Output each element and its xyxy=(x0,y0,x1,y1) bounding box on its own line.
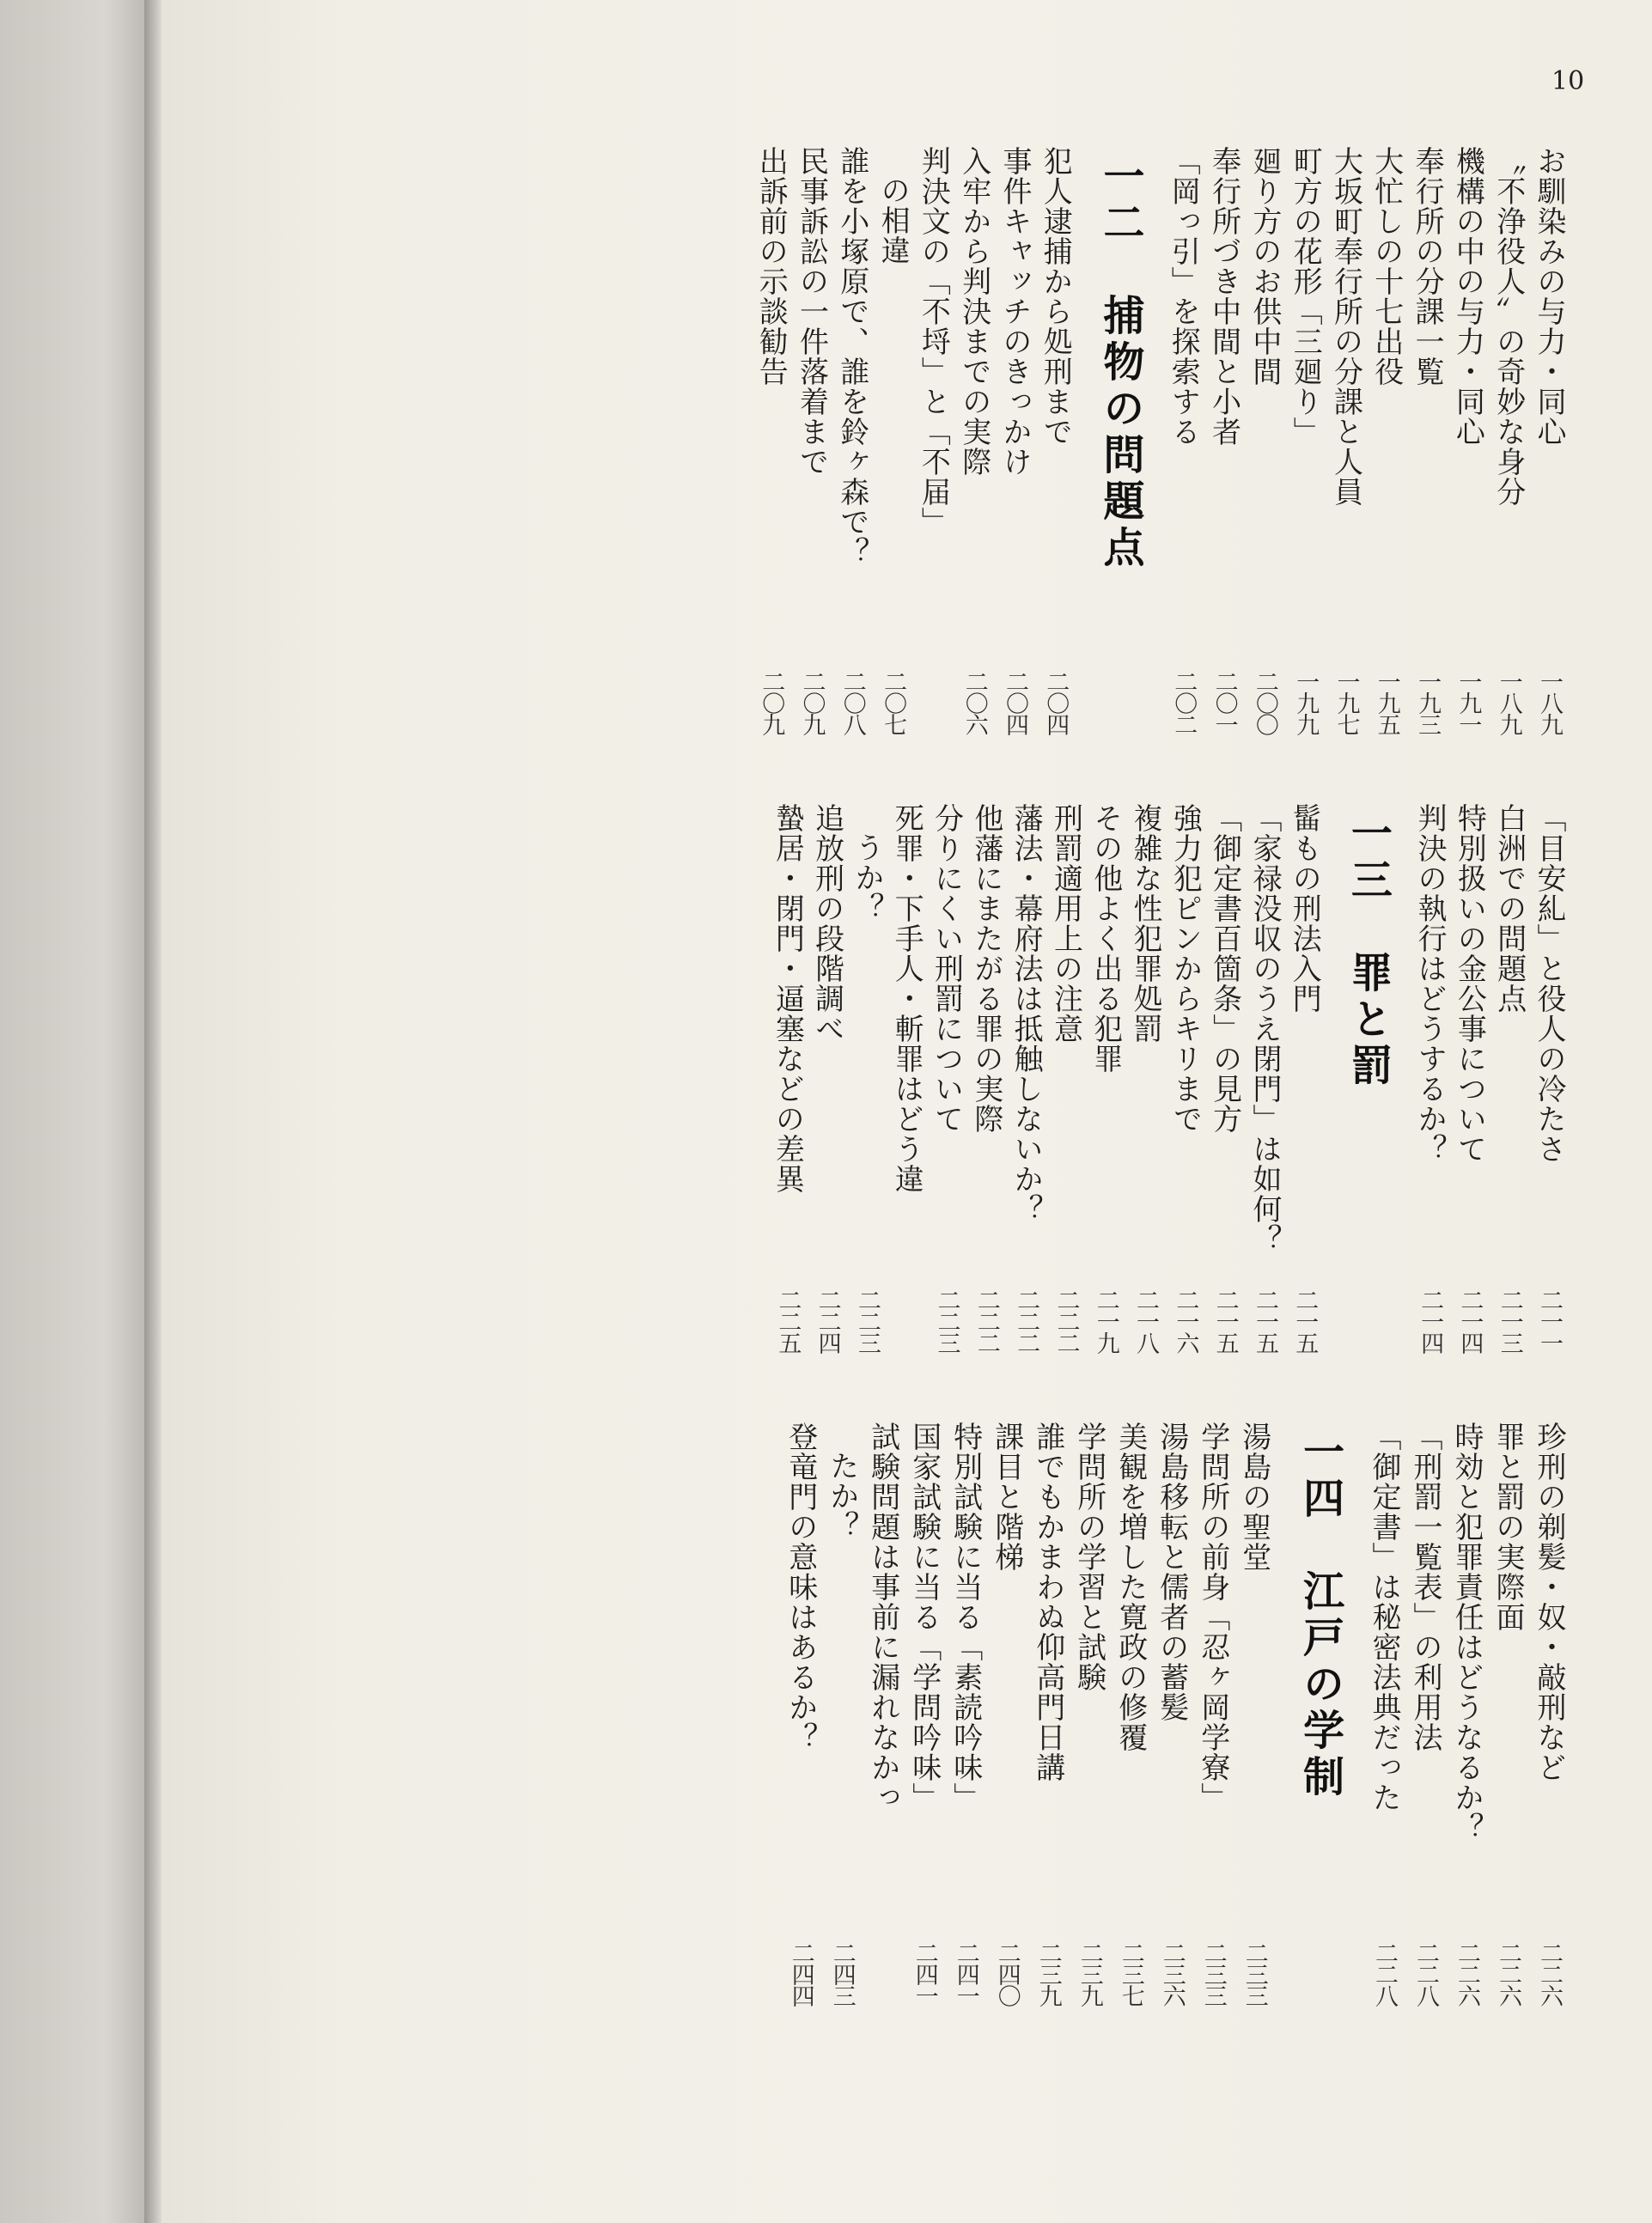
toc-entry: 機構の中の与力・同心 xyxy=(1450,146,1485,447)
toc-entry: 特別扱いの金公事について xyxy=(1452,803,1487,1164)
toc-entry: 追放刑の段階調べ xyxy=(809,803,844,1044)
toc-entry: 判決文の「不埒」と「不届」 xyxy=(916,146,951,537)
page-ref: 二二三 xyxy=(853,1288,881,1353)
page-ref: 二四一 xyxy=(911,1941,938,2006)
chapter-heading: 一四 江戸の学制 xyxy=(1295,1430,1344,1801)
page-ref: 二三三 xyxy=(1199,1941,1227,2006)
toc-page xyxy=(162,0,1652,2223)
toc-entry: 大忙しの十七出役 xyxy=(1369,146,1404,387)
book-gutter xyxy=(144,0,163,2223)
chapter-heading: 一三 罪と罰 xyxy=(1344,812,1393,1090)
page-ref: 二二二 xyxy=(972,1288,1000,1353)
page-ref: 二二二 xyxy=(1013,1288,1040,1353)
toc-entry: 「御定書」は秘密法典だった xyxy=(1367,1422,1401,1812)
left-page-edge xyxy=(0,0,150,2223)
toc-entry: 犯人逮捕から処刑まで xyxy=(1038,146,1073,447)
page-ref: 二四四 xyxy=(787,1941,814,2006)
toc-entry: 学問所の前身「忍ヶ岡学寮」 xyxy=(1195,1422,1230,1812)
page-ref: 二〇九 xyxy=(798,670,826,734)
page-ref: 二〇四 xyxy=(1042,670,1070,734)
toc-entry: 奉行所づき中間と小者 xyxy=(1206,146,1241,447)
toc-entry: 分りにくい刑罰について xyxy=(929,803,964,1134)
page-ref: 二一五 xyxy=(1211,1288,1239,1353)
toc-entry: 入牢から判決までの実際 xyxy=(956,146,991,477)
page-ref: 二三九 xyxy=(1076,1941,1103,2006)
toc-entry: 珍刑の剃髪・奴・敲刑など xyxy=(1532,1422,1566,1782)
page-ref: 二〇〇 xyxy=(1251,670,1278,734)
toc-entry: 「目安糺」と役人の冷たさ xyxy=(1532,803,1566,1164)
toc-entry: 廻り方のお供中間 xyxy=(1247,146,1282,387)
toc-entry: の相違 xyxy=(875,175,911,265)
toc-entry: うか？ xyxy=(849,832,884,923)
toc-entry: 強力犯ピンからキリまで xyxy=(1167,803,1203,1134)
toc-entry: 罪と罰の実際面 xyxy=(1490,1422,1525,1632)
toc-entry: 髷もの刑法入門 xyxy=(1287,803,1322,1014)
toc-entry: 他藩にまたがる罪の実際 xyxy=(968,803,1003,1134)
page-ref: 二四三 xyxy=(828,1941,856,2006)
toc-entry: 誰を小塚原で、誰を鈴ヶ森で？ xyxy=(834,146,869,567)
toc-entry: 事件キャッチのきっかけ xyxy=(997,146,1032,477)
page-ref: 二〇一 xyxy=(1210,670,1238,734)
page-ref: 二二八 xyxy=(1371,1941,1398,2006)
toc-entry: 〝不浄役人〟の奇妙な身分 xyxy=(1490,146,1526,507)
page-ref: 一九三 xyxy=(1414,670,1442,734)
page-ref: 一九五 xyxy=(1373,670,1400,734)
page-ref: 二四一 xyxy=(952,1941,979,2006)
page-ref: 一九一 xyxy=(1454,670,1482,734)
toc-entry: 町方の花形「三廻り」 xyxy=(1288,146,1323,447)
page-ref: 二一四 xyxy=(1417,1288,1444,1353)
toc-entry: 学問所の学習と試験 xyxy=(1071,1422,1106,1692)
page-ref: 二一四 xyxy=(1456,1288,1484,1353)
page-ref: 二〇八 xyxy=(838,670,866,734)
page-ref: 二一九 xyxy=(1092,1288,1119,1353)
chapter-heading: 一二 捕物の問題点 xyxy=(1095,155,1144,572)
toc-entry: 登竜門の意味はあるか？ xyxy=(783,1422,818,1752)
page-ref: 二一一 xyxy=(1536,1288,1563,1353)
toc-entry: 国家試験に当る「学問吟味」 xyxy=(906,1422,942,1812)
page-ref: 二二四 xyxy=(814,1288,841,1353)
toc-entry: 「家禄没収のうえ閉門」は如何？ xyxy=(1247,803,1282,1254)
page-ref: 二〇二 xyxy=(1170,670,1198,734)
toc-entry: 刑罰適用上の注意 xyxy=(1048,803,1083,1044)
page-ref: 二二六 xyxy=(1536,1941,1563,2006)
toc-entry: 死罪・下手人・斬罪はどう違 xyxy=(889,803,924,1194)
toc-entry: 大坂町奉行所の分課と人員 xyxy=(1328,146,1363,507)
page-ref: 二〇四 xyxy=(1002,670,1028,734)
toc-entry: 「刑罰一覧表」の利用法 xyxy=(1408,1422,1442,1752)
toc-entry: 複雑な性犯罪処罰 xyxy=(1128,803,1163,1044)
page-ref: 一八九 xyxy=(1495,670,1522,734)
toc-entry: 「岡っ引」を探索する xyxy=(1166,146,1201,447)
toc-entry: お馴染みの与力・同心 xyxy=(1532,146,1566,447)
page-ref: 二三九 xyxy=(1034,1941,1062,2006)
page-ref: 二〇七 xyxy=(880,670,907,734)
toc-entry: その他よく出る犯罪 xyxy=(1088,803,1123,1074)
page-ref: 一九九 xyxy=(1292,670,1320,734)
page-number: 10 xyxy=(1551,66,1585,96)
toc-entry: 課目と階梯 xyxy=(989,1422,1024,1572)
toc-entry: 出訴前の示談勧告 xyxy=(753,146,789,387)
toc-entry: 「御定書百箇条」の見方 xyxy=(1207,803,1242,1134)
page-ref: 二二五 xyxy=(774,1288,802,1353)
page-ref: 二二六 xyxy=(1495,1941,1521,2006)
toc-entry: 特別試験に当る「素読吟味」 xyxy=(948,1422,983,1812)
toc-entry: 白洲での問題点 xyxy=(1491,803,1527,1014)
page-ref: 二四〇 xyxy=(993,1941,1021,2006)
page-ref: 二二六 xyxy=(1454,1941,1480,2006)
page-ref: 二一五 xyxy=(1291,1288,1319,1353)
page-ref: 二一八 xyxy=(1132,1288,1160,1353)
page-ref: 二三三 xyxy=(1241,1941,1268,2006)
page-ref: 二一六 xyxy=(1172,1288,1199,1353)
page-ref: 一九七 xyxy=(1332,670,1360,734)
toc-entry: 美観を増した寛政の修覆 xyxy=(1113,1422,1148,1752)
toc-entry: 蟄居・閉門・逼塞などの差異 xyxy=(770,803,805,1194)
page-ref: 二三六 xyxy=(1158,1941,1186,2006)
toc-entry: 判決の執行はどうするか？ xyxy=(1412,803,1448,1164)
toc-entry: 湯島移転と儒者の蓄髪 xyxy=(1154,1422,1189,1722)
page-ref: 二〇九 xyxy=(758,670,785,734)
page-ref: 二二二 xyxy=(1052,1288,1080,1353)
page-ref: 二一三 xyxy=(1496,1288,1523,1353)
toc-entry: たか？ xyxy=(824,1451,859,1541)
toc-entry: 湯島の聖堂 xyxy=(1236,1422,1271,1572)
toc-entry: 奉行所の分課一覧 xyxy=(1410,146,1445,387)
toc-entry: 藩法・幕府法は抵触しないか？ xyxy=(1009,803,1044,1224)
page-ref: 二二三 xyxy=(933,1288,960,1353)
page-ref: 二三七 xyxy=(1117,1941,1144,2006)
page-ref: 一八九 xyxy=(1536,670,1563,734)
page-ref: 二〇六 xyxy=(960,670,988,734)
toc-entry: 民事訴訟の一件落着まで xyxy=(794,146,829,477)
toc-entry: 試験問題は事前に漏れなかっ xyxy=(865,1422,900,1812)
page-ref: 二一五 xyxy=(1251,1288,1278,1353)
toc-entry: 時効と犯罪責任はどうなるか？ xyxy=(1449,1422,1484,1842)
page-ref: 二二八 xyxy=(1412,1941,1439,2006)
toc-entry: 誰でもかまわぬ仰高門日講 xyxy=(1030,1422,1065,1782)
